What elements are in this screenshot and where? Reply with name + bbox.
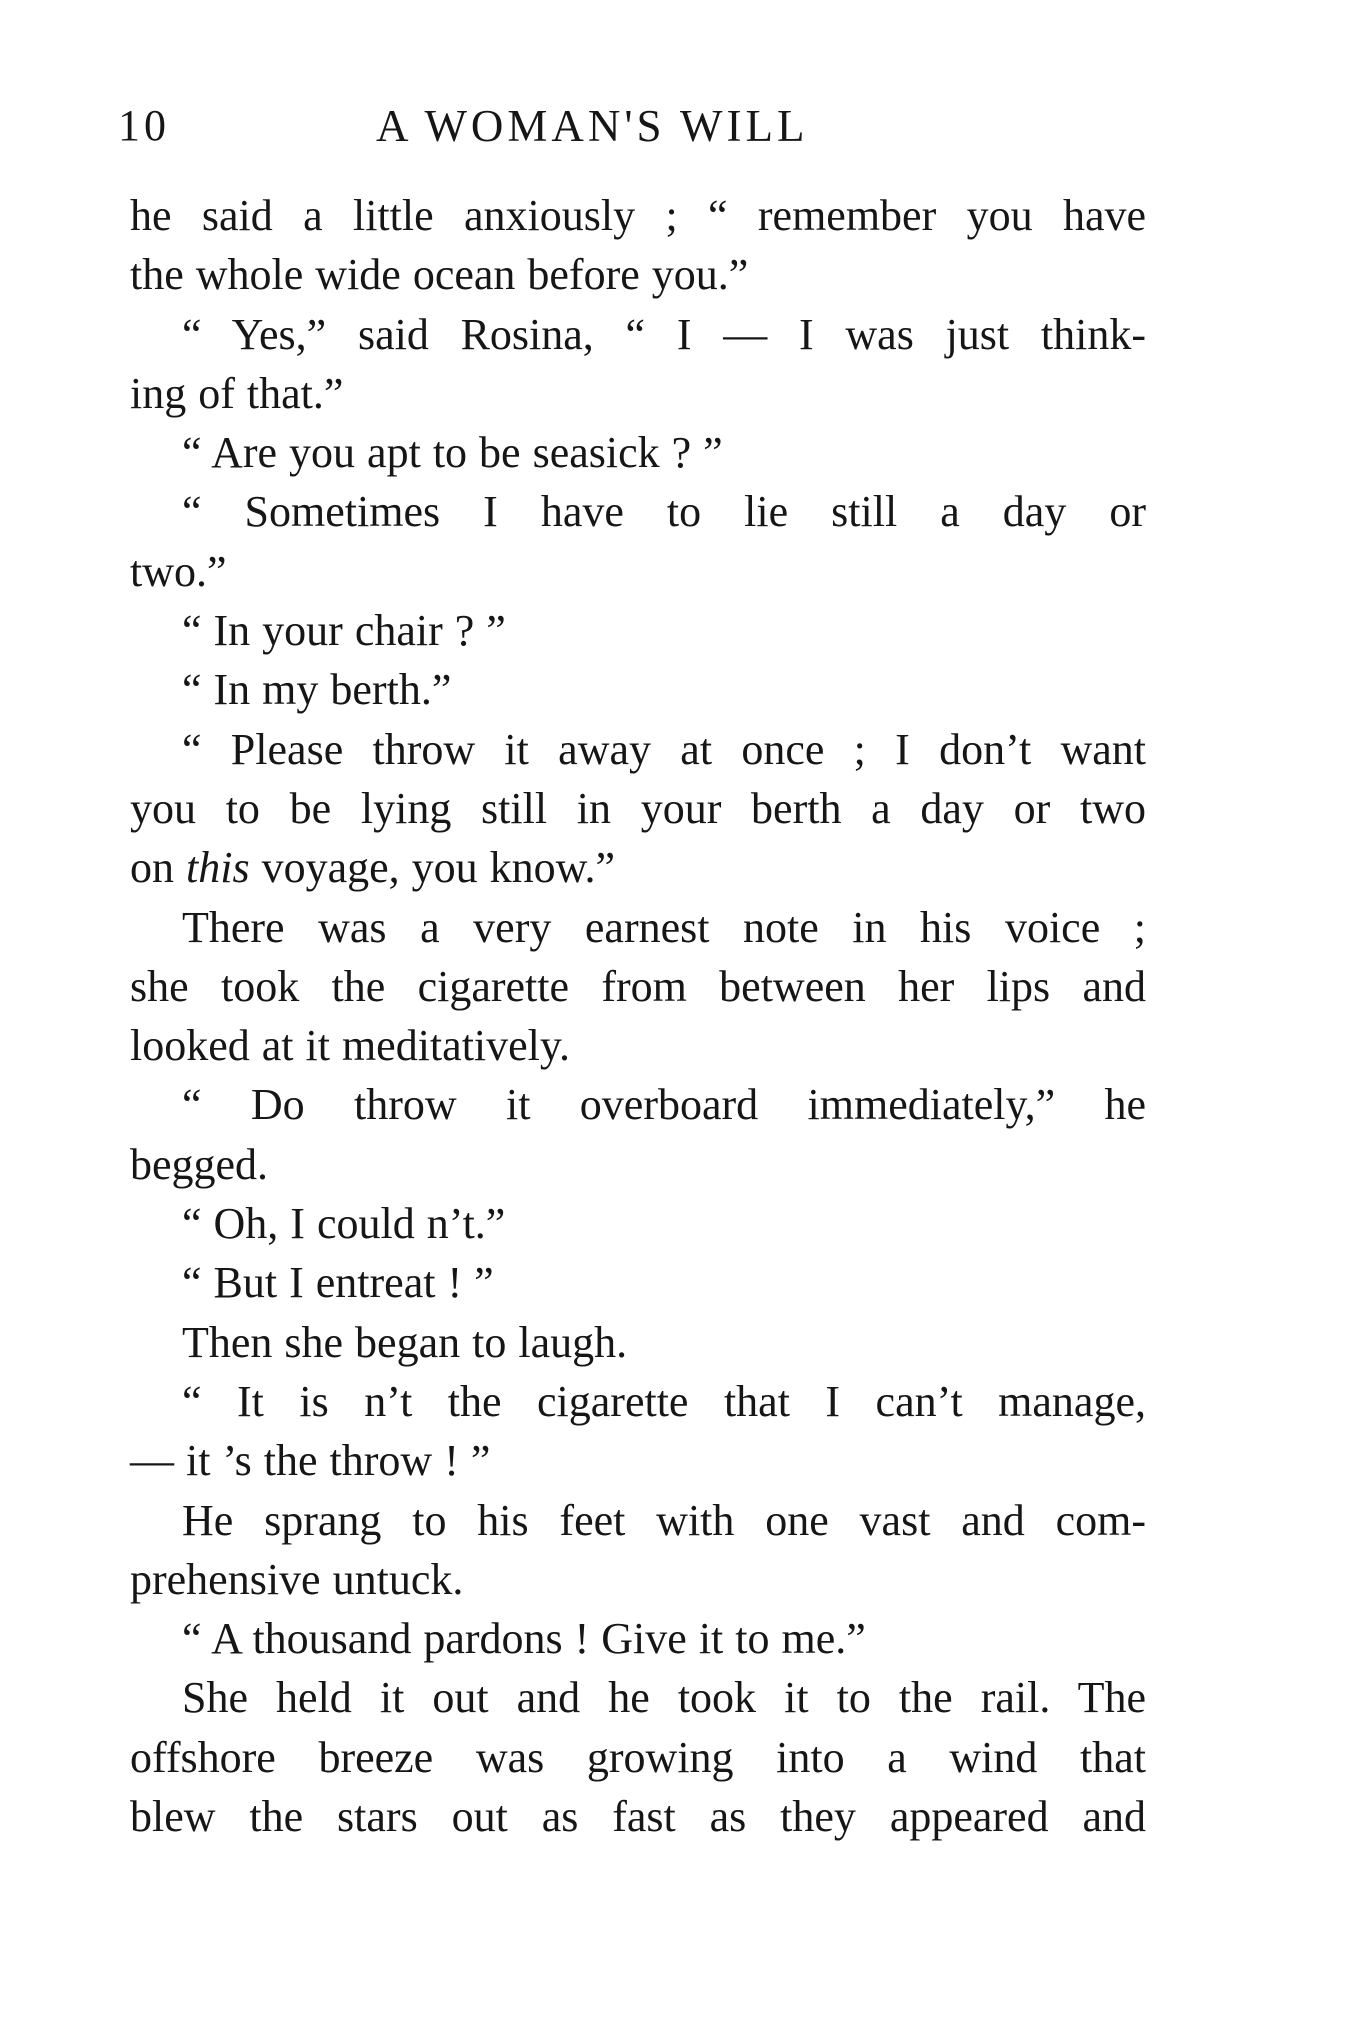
page-header (118, 96, 1158, 156)
page-number: 10 (118, 101, 170, 150)
text-line: “ Yes,” said Rosina, “ I — I was just think- (182, 309, 1146, 359)
text-line: you to be lying still in your berth a day or two (130, 783, 1146, 833)
text-line: There was a very earnest note in his voice ; (182, 902, 1146, 952)
text-line: “ Please throw it away at once ; I don’t want (182, 724, 1146, 774)
text-line: “ A thousand pardons ! Give it to me.” (182, 1614, 866, 1664)
text-line: He sprang to his feet with one vast and com- (182, 1495, 1146, 1545)
text-line: “ Oh, I could n’t.” (182, 1199, 506, 1249)
text-line: two.” (130, 546, 227, 596)
text-line: looked at it meditatively. (130, 1021, 571, 1071)
running-title: A WOMAN'S WILL (376, 101, 809, 151)
body-text (130, 186, 1146, 1846)
text-line: he said a little anxiously ; “ remember you have (130, 191, 1146, 240)
text-line: the whole wide ocean before you.” (130, 250, 749, 300)
text-line: “ Do throw it overboard immediately,” he (182, 1080, 1146, 1130)
text-line: She held it out and he took it to the rail. The (182, 1673, 1146, 1723)
italic-word: this (186, 843, 250, 893)
text-line: “ Sometimes I have to lie still a day or (182, 487, 1146, 537)
text-line: “ Are you apt to be seasick ? ” (182, 428, 723, 478)
text-line: she took the cigarette from between her lips and (130, 961, 1146, 1011)
text-line: ing of that.” (130, 368, 344, 418)
text-line: begged. (130, 1139, 269, 1189)
text-line: “ But I entreat ! ” (182, 1258, 494, 1308)
text-line: — it ’s the throw ! ” (130, 1436, 491, 1486)
text-line: on this voyage, you know.” (130, 843, 616, 893)
text-line: “ In my berth.” (182, 665, 452, 715)
text-line: prehensive untuck. (130, 1554, 464, 1604)
text-line: “ It is n’t the cigarette that I can’t manage, (182, 1376, 1146, 1426)
text-line: offshore breeze was growing into a wind that (130, 1732, 1146, 1782)
text-line: Then she began to laugh. (182, 1317, 628, 1367)
text-line: “ In your chair ? ” (182, 606, 506, 656)
text-line: blew the stars out as fast as they appeared and (130, 1792, 1146, 1842)
